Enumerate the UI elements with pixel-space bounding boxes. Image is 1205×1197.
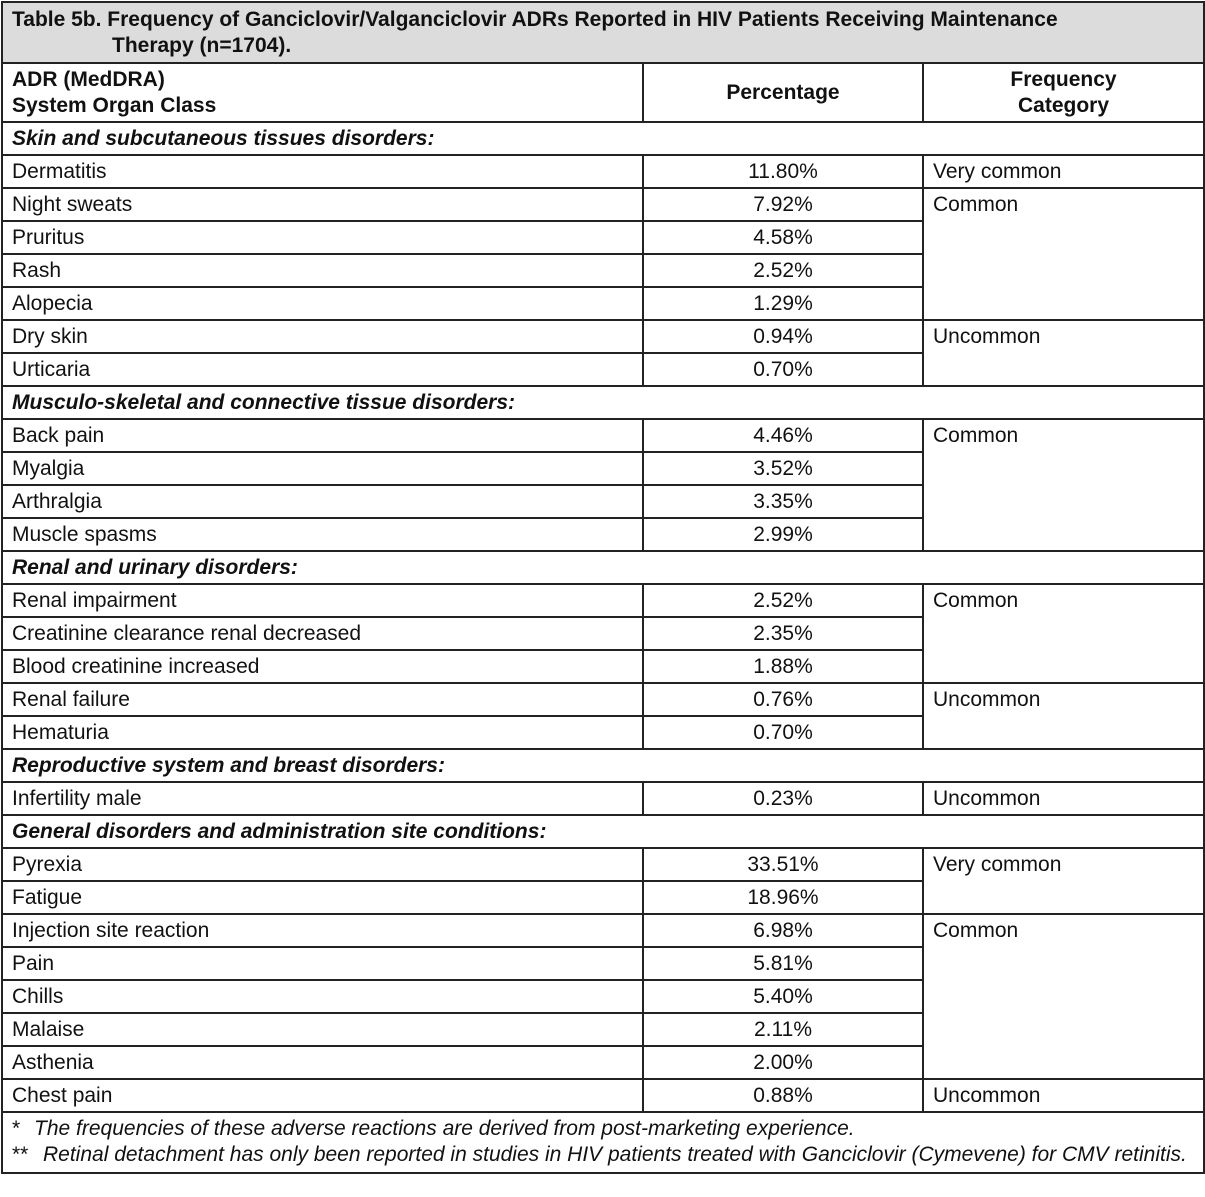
adr-name-cell: Hematuria [2,716,643,749]
adr-name-cell: Alopecia [2,287,643,320]
table-row [2,419,1204,452]
adr-name-cell: Chest pain [2,1079,643,1112]
table-row [2,683,1204,716]
footnote-1-mark: * [12,1117,21,1140]
adr-name-cell: Pain [2,947,643,980]
footnote-1 [12,1116,1194,1142]
frequency-category-cell: Common [923,419,1204,551]
footnote-row [2,1112,1204,1173]
table-title-line1: Table 5b. Frequency of Ganciclovir/Valganciclovir ADRs Reported in HIV Patients Receiving Maintenance [12,8,1058,31]
frequency-category-cell: Uncommon [923,1079,1204,1112]
table-row [2,155,1204,188]
footnotes [2,1112,1204,1173]
adr-name-cell: Dry skin [2,320,643,353]
percentage-cell: 2.35% [643,617,923,650]
percentage-cell: 2.00% [643,1046,923,1079]
percentage-cell: 5.40% [643,980,923,1013]
frequency-category-cell: Uncommon [923,782,1204,815]
adr-name-cell: Chills [2,980,643,1013]
percentage-cell: 3.35% [643,485,923,518]
group-row [2,551,1204,584]
frequency-category-cell: Common [923,188,1204,320]
percentage-cell: 2.11% [643,1013,923,1046]
table-row [2,782,1204,815]
frequency-category-cell: Very common [923,848,1204,914]
header-frequency-line2: Category [1017,94,1110,117]
adr-name-cell: Back pain [2,419,643,452]
table-body [2,122,1204,1112]
frequency-category-cell: Very common [923,155,1204,188]
system-organ-class-heading: Musculo-skeletal and connective tissue disorders: [2,386,1204,419]
adr-name-cell: Rash [2,254,643,287]
table-row [2,320,1204,353]
table-row [2,188,1204,221]
footnote-1-text: The frequencies of these adverse reactions are derived from post-marketing experience. [34,1117,855,1140]
header-frequency-line1: Frequency [1010,68,1117,91]
percentage-cell: 7.92% [643,188,923,221]
adr-frequency-table [1,1,1205,1174]
frequency-category-cell: Uncommon [923,320,1204,386]
table-row [2,584,1204,617]
adr-name-cell: Pruritus [2,221,643,254]
header-percentage: Percentage [643,63,923,122]
adr-name-cell: Blood creatinine increased [2,650,643,683]
adr-name-cell: Muscle spasms [2,518,643,551]
percentage-cell: 0.70% [643,353,923,386]
group-row [2,122,1204,155]
percentage-cell: 4.58% [643,221,923,254]
system-organ-class-heading: Skin and subcutaneous tissues disorders: [2,122,1204,155]
adr-name-cell: Pyrexia [2,848,643,881]
table-row [2,914,1204,947]
adr-name-cell: Renal impairment [2,584,643,617]
percentage-cell: 1.29% [643,287,923,320]
table-title-line2: Therapy (n=1704). [112,34,292,57]
footnote-2-mark: ** [12,1143,29,1166]
frequency-category-cell: Common [923,584,1204,683]
percentage-cell: 6.98% [643,914,923,947]
percentage-cell: 0.94% [643,320,923,353]
adr-name-cell: Urticaria [2,353,643,386]
percentage-cell: 2.52% [643,584,923,617]
table-caption-row [2,2,1204,63]
percentage-cell: 1.88% [643,650,923,683]
table-row [2,848,1204,881]
percentage-cell: 3.52% [643,452,923,485]
adr-name-cell: Dermatitis [2,155,643,188]
footnote-2 [12,1142,1194,1168]
percentage-cell: 4.46% [643,419,923,452]
group-row [2,749,1204,782]
header-adr-line1: ADR (MedDRA) [12,68,165,91]
adr-name-cell: Malaise [2,1013,643,1046]
group-row [2,386,1204,419]
footnote-2-text: Retinal detachment has only been reported in studies in HIV patients treated with Ganciclovir (Cymevene) for CMV retinitis. [43,1143,1187,1166]
adr-name-cell: Injection site reaction [2,914,643,947]
table-title [2,2,1204,63]
percentage-cell: 0.88% [643,1079,923,1112]
system-organ-class-heading: Reproductive system and breast disorders: [2,749,1204,782]
group-row [2,815,1204,848]
percentage-cell: 2.52% [643,254,923,287]
system-organ-class-heading: General disorders and administration site conditions: [2,815,1204,848]
frequency-category-cell: Common [923,914,1204,1079]
column-header-row [2,63,1204,122]
system-organ-class-heading: Renal and urinary disorders: [2,551,1204,584]
adr-name-cell: Asthenia [2,1046,643,1079]
percentage-cell: 0.70% [643,716,923,749]
adr-name-cell: Night sweats [2,188,643,221]
header-adr [2,63,643,122]
frequency-category-cell: Uncommon [923,683,1204,749]
percentage-cell: 5.81% [643,947,923,980]
percentage-cell: 11.80% [643,155,923,188]
adr-name-cell: Fatigue [2,881,643,914]
adr-name-cell: Renal failure [2,683,643,716]
adr-name-cell: Infertility male [2,782,643,815]
percentage-cell: 0.76% [643,683,923,716]
header-frequency-category [923,63,1204,122]
percentage-cell: 33.51% [643,848,923,881]
percentage-cell: 2.99% [643,518,923,551]
percentage-cell: 0.23% [643,782,923,815]
adr-name-cell: Arthralgia [2,485,643,518]
adr-name-cell: Creatinine clearance renal decreased [2,617,643,650]
table-row [2,1079,1204,1112]
adr-name-cell: Myalgia [2,452,643,485]
percentage-cell: 18.96% [643,881,923,914]
header-adr-line2: System Organ Class [12,94,217,117]
